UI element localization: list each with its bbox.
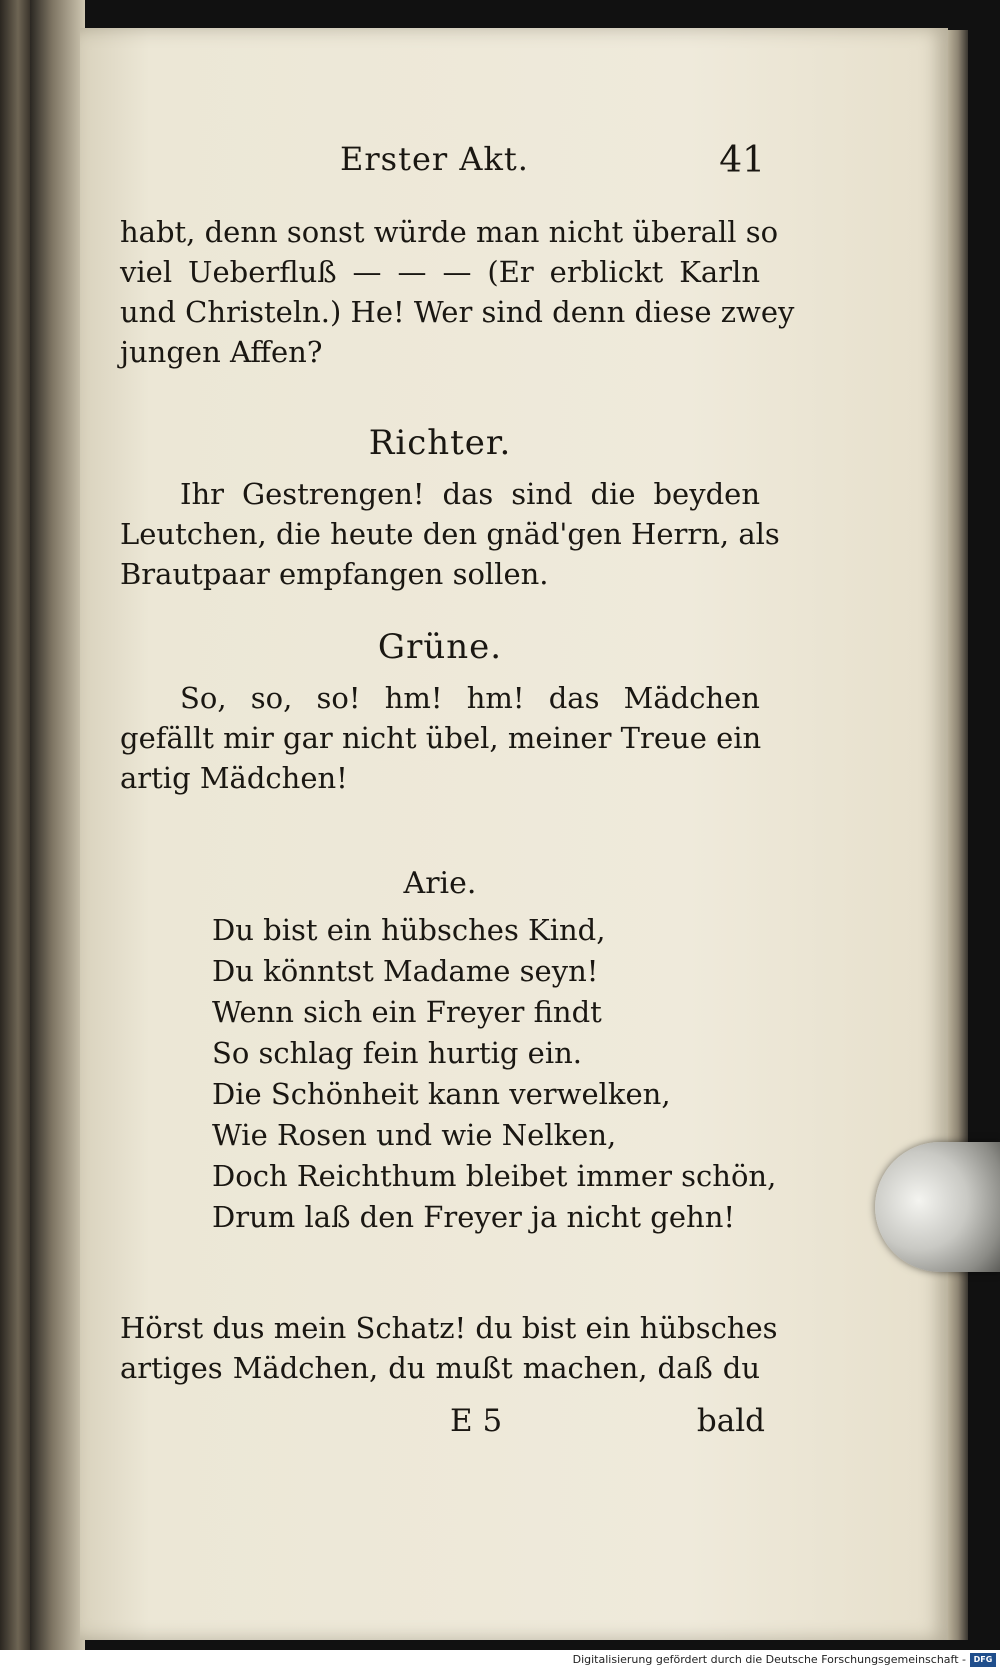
text-line: Ihr Gestrengen! das sind die beyden [180, 477, 760, 511]
text-line: Hörst dus mein Schatz! du bist ein hübsches [120, 1311, 778, 1345]
paragraph-3 [120, 678, 760, 798]
text-line: artiges Mädchen, du mußt machen, daß du [120, 1351, 760, 1385]
book-gutter [30, 0, 85, 1650]
verse-line: Wie Rosen und wie Nelken, [212, 1118, 617, 1152]
verse-line: So schlag fein hurtig ein. [212, 1036, 583, 1070]
verse-line: Du bist ein hübsches Kind, [212, 913, 606, 947]
text-line: viel Ueberfluß — — — (Er erblickt Karln [120, 255, 760, 289]
aria-title: Arie. [403, 866, 477, 901]
text-line: und Christeln.) He! Wer sind denn diese zwey [120, 295, 795, 329]
aria-verses [120, 910, 777, 1238]
page-footer [120, 1403, 765, 1447]
text-line: habt, denn sonst würde man nicht überall so [120, 215, 779, 249]
speaker-richter [120, 418, 760, 468]
catchword: bald [696, 1403, 765, 1439]
signature-mark: E 5 [450, 1403, 503, 1439]
speaker-name: Grüne. [377, 627, 503, 667]
text-line: artig Mädchen! [120, 761, 348, 795]
dfg-logo: DFG [970, 1653, 996, 1667]
verse-line: Wenn sich ein Freyer findt [212, 995, 602, 1029]
page-fore-edge [948, 30, 968, 1640]
speaker-name: Richter. [368, 423, 512, 463]
verse-line: Du könntst Madame seyn! [212, 954, 599, 988]
text-line: So, so, so! hm! hm! das Mädchen [180, 681, 760, 715]
facing-page-edge [0, 0, 30, 1650]
text-line: jungen Affen? [120, 335, 323, 369]
paragraph-2 [120, 474, 780, 594]
verse-line: Drum laß den Freyer ja nicht gehn! [212, 1200, 736, 1234]
text-line: Leutchen, die heute den gnäd'gen Herrn, als [120, 517, 780, 551]
page-number: 41 [719, 140, 765, 181]
page-clip [875, 1142, 1000, 1272]
verse-line: Doch Reichthum bleibet immer schön, [212, 1159, 777, 1193]
paragraph-4 [120, 1308, 778, 1388]
credit-text: Digitalisierung gefördert durch die Deutsche Forschungsgemeinschaft - [572, 1653, 966, 1666]
verse-line: Die Schönheit kann verwelken, [212, 1077, 671, 1111]
paragraph-1 [120, 212, 795, 372]
speaker-gruene [120, 622, 760, 672]
credit-bar [0, 1650, 1000, 1670]
aria-heading [120, 862, 760, 906]
running-head: Erster Akt. [340, 140, 529, 178]
page-header [120, 140, 765, 190]
text-line: Brautpaar empfangen sollen. [120, 557, 549, 591]
text-line: gefällt mir gar nicht übel, meiner Treue ein [120, 721, 762, 755]
